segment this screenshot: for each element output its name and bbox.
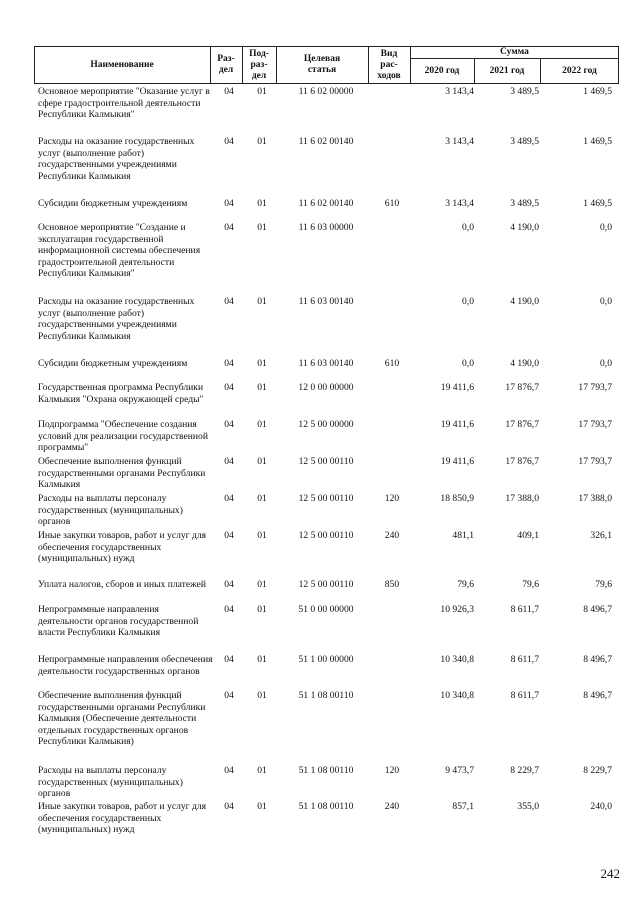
row-subsection: 01: [257, 136, 267, 147]
row-2022: 17 793,7: [578, 456, 612, 467]
row-2022: 17 793,7: [578, 382, 612, 393]
row-2020: 19 411,6: [440, 382, 474, 393]
row-2020: 0,0: [462, 222, 474, 233]
header-type: Вид рас- ходов: [377, 48, 401, 81]
row-subsection: 01: [257, 198, 267, 209]
row-target: 11 6 02 00140: [298, 198, 354, 209]
row-2021: 4 190,0: [510, 358, 539, 369]
row-section: 04: [224, 222, 234, 233]
row-2022: 8 496,7: [583, 690, 612, 701]
row-type: 240: [384, 801, 400, 812]
row-2022: 1 469,5: [583, 198, 612, 209]
row-type: 120: [384, 493, 400, 504]
header-2022: 2022 год: [562, 65, 597, 76]
row-2022: 79,6: [595, 579, 612, 590]
row-2021: 8 229,7: [510, 765, 539, 776]
row-section: 04: [224, 765, 234, 776]
row-2022: 1 469,5: [583, 136, 612, 147]
row-subsection: 01: [257, 579, 267, 590]
row-name: Расходы на выплаты персоналу государственных (муниципальных) органов: [38, 493, 183, 528]
row-2022: 240,0: [590, 801, 612, 812]
row-name: Государственная программа Республики Калмыкия "Охрана окружающей среды": [38, 382, 204, 405]
row-subsection: 01: [257, 654, 267, 665]
row-name: Обеспечение выполнения функций государственными органами Республики Калмыкия: [38, 456, 206, 491]
row-subsection: 01: [257, 604, 267, 615]
row-name: Расходы на оказание государственных услуг (выполнение работ) государственными учреждениями Республики Калмыкия: [38, 136, 195, 182]
row-section: 04: [224, 579, 234, 590]
row-subsection: 01: [257, 419, 267, 430]
row-section: 04: [224, 493, 234, 504]
row-name: Субсидии бюджетным учреждениям: [38, 358, 188, 369]
row-target: 51 0 00 00000: [298, 604, 354, 615]
row-target: 11 6 03 00140: [298, 296, 354, 307]
row-target: 12 0 00 00000: [298, 382, 354, 393]
row-2021: 4 190,0: [510, 296, 539, 307]
row-2020: 19 411,6: [440, 456, 474, 467]
row-2022: 8 496,7: [583, 604, 612, 615]
row-2020: 3 143,4: [445, 86, 474, 97]
row-section: 04: [224, 86, 234, 97]
row-2021: 8 611,7: [510, 604, 539, 615]
row-subsection: 01: [257, 456, 267, 467]
header-sum: Сумма: [500, 46, 529, 57]
row-2020: 0,0: [462, 296, 474, 307]
row-target: 12 5 00 00110: [298, 456, 354, 467]
row-subsection: 01: [257, 382, 267, 393]
row-subsection: 01: [257, 765, 267, 776]
row-section: 04: [224, 456, 234, 467]
row-name: Непрограммные направления обеспечения деятельности государственных органов: [38, 654, 213, 677]
row-target: 11 6 02 00140: [298, 136, 354, 147]
row-subsection: 01: [257, 296, 267, 307]
row-2021: 17 388,0: [505, 493, 539, 504]
row-2021: 17 876,7: [505, 419, 539, 430]
row-target: 51 1 08 00110: [298, 801, 354, 812]
row-2020: 857,1: [452, 801, 474, 812]
page-number: 242: [600, 866, 620, 881]
row-2021: 3 489,5: [510, 136, 539, 147]
row-subsection: 01: [257, 86, 267, 97]
row-subsection: 01: [257, 530, 267, 541]
row-type: 240: [384, 530, 400, 541]
row-2021: 17 876,7: [505, 382, 539, 393]
row-name: Подпрограмма "Обеспечение создания условий для реализации государственной программы": [38, 419, 208, 454]
row-2022: 8 496,7: [583, 654, 612, 665]
row-name: Иные закупки товаров, работ и услуг для обеспечения государственных (муниципальных) нужд: [38, 801, 207, 836]
row-subsection: 01: [257, 222, 267, 233]
row-target: 51 1 08 00110: [298, 765, 354, 776]
row-2022: 1 469,5: [583, 86, 612, 97]
row-2021: 409,1: [517, 530, 539, 541]
row-2021: 4 190,0: [510, 222, 539, 233]
row-target: 12 5 00 00110: [298, 493, 354, 504]
row-2020: 79,6: [457, 579, 474, 590]
row-name: Обеспечение выполнения функций государственными органами Республики Калмыкия (Обеспечение деятельности отдельных государственных органов Республики Калмыкия): [38, 690, 206, 748]
row-2021: 17 876,7: [505, 456, 539, 467]
row-2020: 0,0: [462, 358, 474, 369]
row-name: Расходы на оказание государственных услуг (выполнение работ) государственными учреждениями Республики Калмыкия: [38, 296, 195, 342]
row-2020: 18 850,9: [440, 493, 474, 504]
row-2020: 3 143,4: [445, 198, 474, 209]
header-subsection: Под- раз- дел: [249, 48, 269, 81]
row-name: Основное мероприятие "Оказание услуг в сфере градостроительной деятельности Республики Калмыкия": [38, 86, 210, 121]
row-subsection: 01: [257, 801, 267, 812]
row-section: 04: [224, 419, 234, 430]
row-section: 04: [224, 136, 234, 147]
row-type: 610: [384, 358, 400, 369]
row-type: 850: [384, 579, 400, 590]
row-section: 04: [224, 382, 234, 393]
row-2021: 3 489,5: [510, 86, 539, 97]
row-target: 12 5 00 00110: [298, 579, 354, 590]
row-subsection: 01: [257, 493, 267, 504]
row-2022: 8 229,7: [583, 765, 612, 776]
row-name: Субсидии бюджетным учреждениям: [38, 198, 188, 209]
row-2021: 355,0: [517, 801, 539, 812]
row-name: Расходы на выплаты персоналу государственных (муниципальных) органов: [38, 765, 183, 800]
row-section: 04: [224, 604, 234, 615]
row-target: 51 1 08 00110: [298, 690, 354, 701]
row-2020: 10 340,8: [440, 690, 474, 701]
row-name: Уплата налогов, сборов и иных платежей: [38, 579, 207, 590]
header-2020: 2020 год: [424, 65, 460, 76]
header-target: Целевая статья: [303, 54, 341, 75]
row-name: Иные закупки товаров, работ и услуг для обеспечения государственных (муниципальных) нужд: [38, 530, 207, 565]
table-header: [34, 46, 619, 84]
row-type: 120: [384, 765, 400, 776]
row-2022: 0,0: [600, 358, 612, 369]
row-section: 04: [224, 296, 234, 307]
row-2020: 10 926,3: [440, 604, 474, 615]
row-name: Непрограммные направления деятельности органов государственной власти Республики Калмыкия: [38, 604, 199, 639]
row-subsection: 01: [257, 690, 267, 701]
row-type: 610: [384, 198, 400, 209]
row-2021: 8 611,7: [510, 654, 539, 665]
row-2021: 79,6: [522, 579, 539, 590]
row-target: 12 5 00 00110: [298, 530, 354, 541]
row-2022: 17 793,7: [578, 419, 612, 430]
row-section: 04: [224, 530, 234, 541]
row-2020: 481,1: [452, 530, 474, 541]
row-2020: 10 340,8: [440, 654, 474, 665]
row-2020: 19 411,6: [440, 419, 474, 430]
row-section: 04: [224, 654, 234, 665]
header-2021: 2021 год: [489, 65, 525, 76]
row-2021: 3 489,5: [510, 198, 539, 209]
row-target: 51 1 00 00000: [298, 654, 354, 665]
row-section: 04: [224, 801, 234, 812]
row-2021: 8 611,7: [510, 690, 539, 701]
row-target: 11 6 03 00000: [298, 222, 354, 233]
row-2020: 9 473,7: [445, 765, 474, 776]
row-target: 11 6 03 00140: [298, 358, 354, 369]
row-2022: 326,1: [590, 530, 612, 541]
row-target: 11 6 02 00000: [298, 86, 354, 97]
row-section: 04: [224, 198, 234, 209]
row-subsection: 01: [257, 358, 267, 369]
row-section: 04: [224, 358, 234, 369]
row-2020: 3 143,4: [445, 136, 474, 147]
row-2022: 0,0: [600, 296, 612, 307]
row-name: Основное мероприятие "Создание и эксплуатация государственной информационной системы обеспечения градостроительной деятельности Республики Калмыкия": [38, 222, 201, 280]
header-section: Раз- дел: [217, 54, 235, 75]
row-2022: 0,0: [600, 222, 612, 233]
header-name: Наименование: [90, 59, 154, 70]
row-2022: 17 388,0: [578, 493, 612, 504]
row-target: 12 5 00 00000: [298, 419, 354, 430]
row-section: 04: [224, 690, 234, 701]
